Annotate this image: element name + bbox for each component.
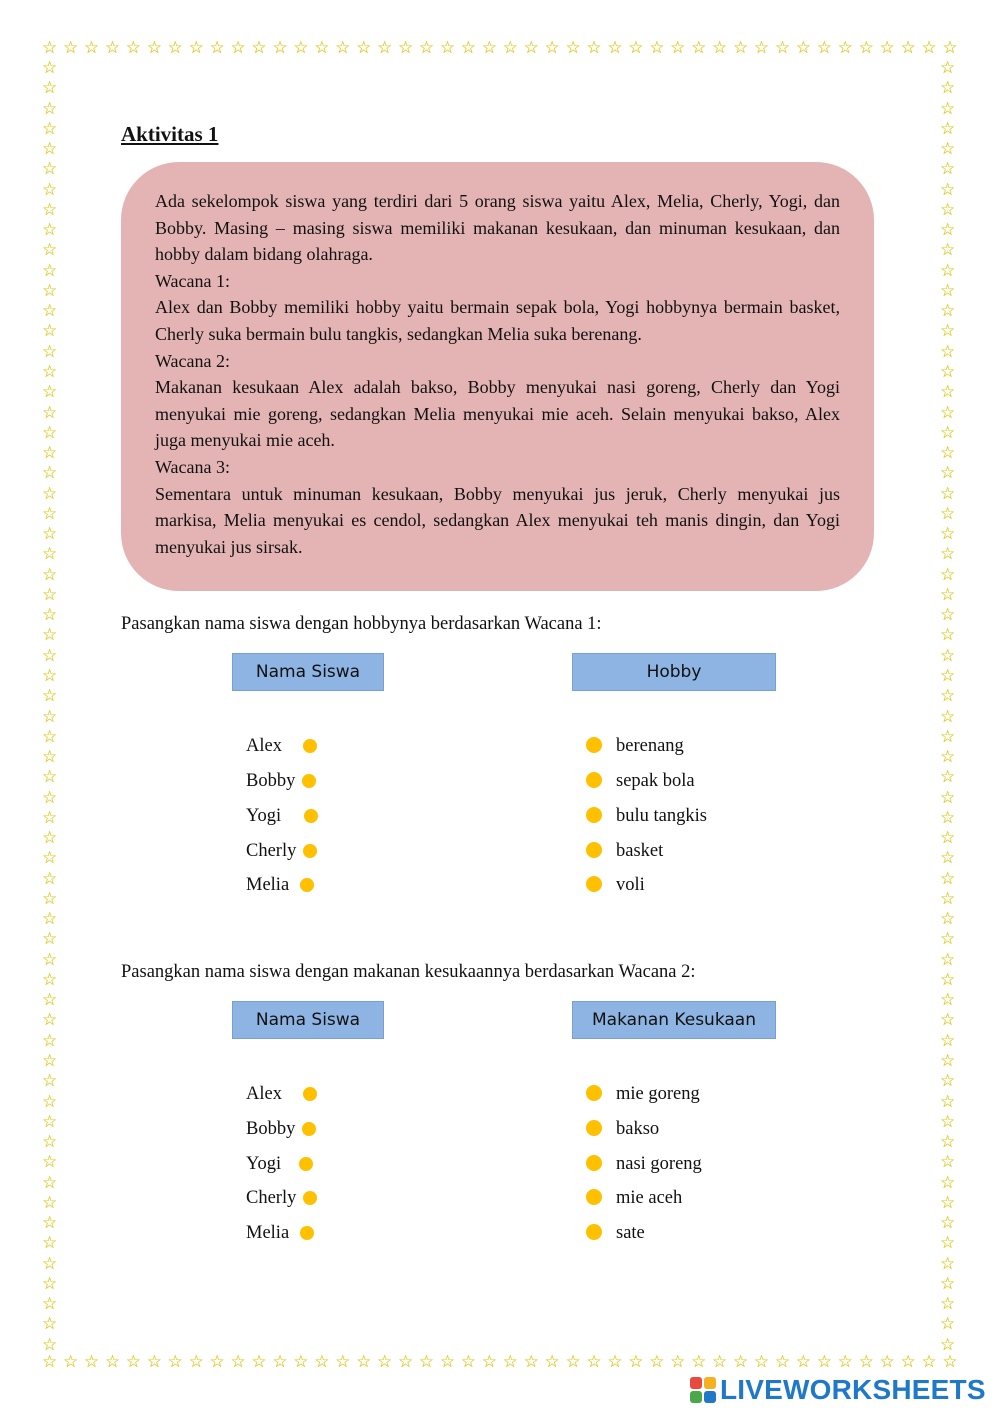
exercise-1-option-dot-bulu-tangkis[interactable] [586,807,602,823]
star-icon: ☆ [42,969,58,990]
star-icon: ☆ [42,1111,58,1132]
star-icon: ☆ [837,38,853,58]
star-icon: ☆ [377,1352,393,1372]
star-icon: ☆ [42,706,58,727]
star-icon: ☆ [42,1010,58,1031]
star-icon: ☆ [42,220,58,241]
star-icon: ☆ [940,260,956,281]
star-icon: ☆ [42,422,58,443]
star-icon: ☆ [42,828,58,849]
star-icon: ☆ [42,929,58,950]
star-icon: ☆ [879,38,895,58]
star-icon: ☆ [42,1294,58,1315]
exercise-2-names-header: Nama Siswa [232,1001,384,1039]
star-icon: ☆ [712,1352,728,1372]
star-icon: ☆ [940,524,956,545]
star-icon: ☆ [42,240,58,261]
star-icon: ☆ [42,665,58,686]
star-icon: ☆ [42,78,58,99]
star-icon: ☆ [42,382,58,403]
star-icon: ☆ [418,38,435,58]
star-icon: ☆ [167,1352,183,1372]
star-icon: ☆ [209,1352,225,1372]
star-icon: ☆ [42,605,58,626]
star-icon: ☆ [649,1352,665,1372]
star-icon: ☆ [42,1030,58,1051]
exercise-2-name-dot-melia[interactable] [300,1226,314,1240]
star-icon: ☆ [816,38,832,58]
star-icon: ☆ [940,686,956,707]
star-icon: ☆ [42,1192,58,1213]
story-heading-wacana-2: Wacana 2: [155,350,231,371]
exercise-2-food-header: Makanan Kesukaan [572,1001,776,1039]
star-icon: ☆ [940,605,956,626]
star-icon: ☆ [125,38,141,58]
star-icon: ☆ [42,949,58,970]
exercise-1-name-dot-cherly[interactable] [303,844,317,858]
star-icon: ☆ [42,990,58,1011]
star-icon: ☆ [753,38,770,58]
exercise-2-option-sate: sate [616,1223,645,1243]
star-icon: ☆ [42,38,58,58]
star-icon: ☆ [42,159,58,180]
star-icon: ☆ [209,38,225,58]
star-icon: ☆ [732,1352,749,1372]
star-icon: ☆ [83,1352,100,1372]
star-icon: ☆ [42,503,58,524]
star-icon: ☆ [565,1352,581,1372]
star-icon: ☆ [146,38,162,58]
exercise-2-option-dot-nasi-goreng[interactable] [586,1155,602,1171]
star-icon: ☆ [628,38,644,58]
star-icon: ☆ [858,1352,874,1372]
star-icon: ☆ [940,767,956,788]
star-icon: ☆ [523,1352,539,1372]
star-icon: ☆ [940,98,956,119]
star-icon: ☆ [837,1352,853,1372]
star-icon: ☆ [42,1172,58,1193]
star-icon: ☆ [940,1253,956,1274]
star-icon: ☆ [940,1152,956,1173]
star-icon: ☆ [42,909,58,930]
star-icon: ☆ [940,1091,956,1112]
exercise-1-name-cherly: Cherly [246,841,297,861]
star-icon: ☆ [356,1352,372,1372]
star-border-right [940,60,958,1354]
star-icon: ☆ [795,38,811,58]
star-icon: ☆ [940,868,956,889]
exercise-1-name-dot-bobby[interactable] [302,774,316,788]
exercise-2-name-melia: Melia [246,1223,290,1243]
story-heading-wacana-1: Wacana 1: [155,270,231,291]
star-icon: ☆ [586,38,602,58]
star-icon: ☆ [940,402,956,423]
star-icon: ☆ [940,909,956,930]
story-wacana-1: Alex dan Bobby memiliki hobby yaitu bermain sepak bola, Yogi hobbynya bermain basket, Cherly suka bermain bulu tangkis, sedangkan Melia suka berenang. [155,297,840,344]
exercise-2-option-dot-mie-goreng[interactable] [586,1085,602,1101]
star-icon: ☆ [42,443,58,464]
exercise-1-option-voli: voli [616,875,645,895]
star-icon: ☆ [940,179,956,200]
star-icon: ☆ [940,301,956,322]
star-icon: ☆ [418,1352,435,1372]
exercise-2-name-dot-cherly[interactable] [303,1191,317,1205]
star-icon: ☆ [42,1233,58,1254]
star-icon: ☆ [314,1352,330,1372]
star-icon: ☆ [42,686,58,707]
star-icon: ☆ [377,38,393,58]
star-icon: ☆ [940,503,956,524]
star-icon: ☆ [42,199,58,220]
star-icon: ☆ [502,1352,518,1372]
star-icon: ☆ [753,1352,770,1372]
star-icon: ☆ [565,38,581,58]
exercise-1-name-melia: Melia [246,875,290,895]
star-icon: ☆ [940,544,956,565]
star-icon: ☆ [940,807,956,828]
star-icon: ☆ [42,888,58,909]
star-icon: ☆ [586,1352,602,1372]
exercise-1-option-bulu-tangkis: bulu tangkis [616,806,707,826]
star-icon: ☆ [940,848,956,869]
star-icon: ☆ [607,1352,623,1372]
star-icon: ☆ [42,767,58,788]
star-icon: ☆ [940,1233,956,1254]
star-icon: ☆ [62,1352,79,1372]
star-icon: ☆ [167,38,183,58]
star-icon: ☆ [940,1172,956,1193]
story-box [121,162,874,591]
star-icon: ☆ [42,1132,58,1153]
star-icon: ☆ [795,1352,811,1372]
star-icon: ☆ [146,1352,162,1372]
star-icon: ☆ [691,38,707,58]
star-icon: ☆ [940,564,956,585]
star-icon: ☆ [940,1030,956,1051]
star-icon: ☆ [502,38,518,58]
exercise-1-option-dot-berenang[interactable] [586,737,602,753]
star-icon: ☆ [42,726,58,747]
star-icon: ☆ [940,341,956,362]
star-icon: ☆ [940,828,956,849]
exercise-1-option-berenang: berenang [616,736,684,756]
star-icon: ☆ [42,58,58,78]
liveworksheets-logo-text: LIVEWORKSHEETS [720,1374,986,1405]
star-icon: ☆ [42,280,58,301]
star-icon: ☆ [230,38,246,58]
star-icon: ☆ [649,38,665,58]
star-icon: ☆ [42,463,58,484]
exercise-2-name-yogi: Yogi [246,1154,282,1174]
story-wacana-2: Makanan kesukaan Alex adalah bakso, Bobby menyukai nasi goreng, Cherly dan Yogi menyukai mie goreng, sedangkan Melia menyukai mie aceh. Selain menyukai bakso, Alex juga menyukai mie aceh. [155,377,840,451]
exercise-2-name-dot-alex[interactable] [303,1087,317,1101]
star-icon: ☆ [940,706,956,727]
star-icon: ☆ [293,1352,309,1372]
star-icon: ☆ [670,38,686,58]
exercise-1-option-sepak-bola: sepak bola [616,771,695,791]
star-icon: ☆ [460,1352,476,1372]
star-icon: ☆ [940,1334,956,1355]
star-icon: ☆ [940,139,956,160]
star-icon: ☆ [940,1132,956,1153]
star-icon: ☆ [42,1213,58,1234]
exercise-2-option-mie-goreng: mie goreng [616,1084,700,1104]
star-icon: ☆ [251,38,267,58]
star-icon: ☆ [940,1071,956,1092]
star-icon: ☆ [940,949,956,970]
star-icon: ☆ [460,38,476,58]
exercise-2-option-nasi-goreng: nasi goreng [616,1154,702,1174]
star-icon: ☆ [940,1213,956,1234]
star-icon: ☆ [314,38,330,58]
star-icon: ☆ [42,321,58,342]
exercise-1-name-dot-melia[interactable] [300,878,314,892]
star-icon: ☆ [544,38,560,58]
star-icon: ☆ [940,240,956,261]
star-icon: ☆ [356,38,372,58]
star-icon: ☆ [230,1352,246,1372]
exercise-2-option-mie-aceh: mie aceh [616,1188,683,1208]
star-icon: ☆ [900,38,916,58]
star-icon: ☆ [921,1352,937,1372]
exercise-1-option-dot-sepak-bola[interactable] [586,772,602,788]
star-icon: ☆ [439,38,456,58]
exercise-1-option-basket: basket [616,841,664,861]
exercise-1-names-header: Nama Siswa [232,653,384,691]
exercise-1-name-yogi: Yogi [246,806,282,826]
star-icon: ☆ [42,1091,58,1112]
star-icon: ☆ [42,483,58,504]
star-icon: ☆ [732,38,749,58]
star-border-left [42,60,60,1354]
exercise-2-name-dot-bobby[interactable] [302,1122,316,1136]
star-icon: ☆ [188,1352,204,1372]
star-icon: ☆ [858,38,874,58]
star-icon: ☆ [42,1314,58,1335]
star-icon: ☆ [42,544,58,565]
exercise-1-hobby-header: Hobby [572,653,776,691]
exercise-2-option-dot-mie-aceh[interactable] [586,1189,602,1205]
exercise-1-option-dot-voli[interactable] [586,876,602,892]
star-icon: ☆ [940,888,956,909]
star-icon: ☆ [42,584,58,605]
star-icon: ☆ [42,361,58,382]
star-icon: ☆ [42,1352,58,1372]
star-icon: ☆ [42,118,58,139]
star-icon: ☆ [940,990,956,1011]
story-heading-wacana-3: Wacana 3: [155,456,231,477]
star-border-top [42,40,958,60]
star-border-bottom [42,1354,958,1374]
exercise-1-option-dot-basket[interactable] [586,842,602,858]
star-icon: ☆ [816,1352,832,1372]
star-icon: ☆ [940,969,956,990]
exercise-2-name-dot-yogi[interactable] [299,1157,313,1171]
star-icon: ☆ [774,1352,791,1372]
star-icon: ☆ [544,1352,560,1372]
star-icon: ☆ [940,280,956,301]
star-icon: ☆ [940,1314,956,1335]
star-icon: ☆ [940,584,956,605]
star-icon: ☆ [942,38,958,58]
star-icon: ☆ [83,38,100,58]
star-icon: ☆ [940,118,956,139]
star-icon: ☆ [42,848,58,869]
star-icon: ☆ [940,665,956,686]
star-icon: ☆ [42,564,58,585]
star-icon: ☆ [42,1273,58,1294]
star-icon: ☆ [42,98,58,119]
star-icon: ☆ [42,1253,58,1274]
star-icon: ☆ [940,443,956,464]
exercise-1-name-dot-yogi[interactable] [304,809,318,823]
star-icon: ☆ [940,1294,956,1315]
star-icon: ☆ [42,402,58,423]
exercise-2-name-bobby: Bobby [246,1119,296,1139]
exercise-2-name-cherly: Cherly [246,1188,297,1208]
exercise-2-option-dot-bakso[interactable] [586,1120,602,1136]
star-icon: ☆ [293,38,309,58]
star-icon: ☆ [335,1352,351,1372]
star-icon: ☆ [42,301,58,322]
star-icon: ☆ [42,868,58,889]
star-icon: ☆ [940,645,956,666]
star-icon: ☆ [940,1273,956,1294]
star-icon: ☆ [940,159,956,180]
star-icon: ☆ [940,1111,956,1132]
star-icon: ☆ [691,1352,707,1372]
star-icon: ☆ [940,78,956,99]
star-icon: ☆ [940,787,956,808]
star-icon: ☆ [900,1352,916,1372]
exercise-1-name-bobby: Bobby [246,771,296,791]
star-icon: ☆ [42,260,58,281]
star-icon: ☆ [42,625,58,646]
star-icon: ☆ [104,38,121,58]
star-icon: ☆ [272,38,288,58]
star-icon: ☆ [42,341,58,362]
star-icon: ☆ [397,38,414,58]
star-icon: ☆ [42,1051,58,1072]
star-icon: ☆ [940,382,956,403]
star-icon: ☆ [481,38,497,58]
star-icon: ☆ [940,199,956,220]
star-icon: ☆ [42,807,58,828]
star-icon: ☆ [940,220,956,241]
star-icon: ☆ [439,1352,456,1372]
story-wacana-3: Sementara untuk minuman kesukaan, Bobby menyukai jus jeruk, Cherly menyukai jus markisa, Melia menyukai es cendol, sedangkan Alex menyukai teh manis dingin, dan Yogi menyukai jus sirsak. [155,483,840,557]
exercise-1-name-dot-alex[interactable] [303,739,317,753]
star-icon: ☆ [42,747,58,768]
star-icon: ☆ [42,1334,58,1355]
liveworksheets-logo[interactable] [690,1374,986,1406]
exercise-2-option-bakso: bakso [616,1119,660,1139]
star-icon: ☆ [272,1352,288,1372]
star-icon: ☆ [940,1192,956,1213]
star-icon: ☆ [42,787,58,808]
exercise-1-name-alex: Alex [246,736,282,756]
star-icon: ☆ [42,139,58,160]
star-icon: ☆ [940,422,956,443]
star-icon: ☆ [42,179,58,200]
star-icon: ☆ [628,1352,644,1372]
activity-title: Aktivitas 1 [121,122,219,146]
star-icon: ☆ [481,1352,497,1372]
star-icon: ☆ [335,38,351,58]
exercise-1-instruction: Pasangkan nama siswa dengan hobbynya berdasarkan Wacana 1: [121,614,602,634]
star-icon: ☆ [42,524,58,545]
star-icon: ☆ [940,483,956,504]
star-icon: ☆ [940,361,956,382]
star-icon: ☆ [940,1010,956,1031]
star-icon: ☆ [942,1352,958,1372]
star-icon: ☆ [670,1352,686,1372]
star-icon: ☆ [940,929,956,950]
exercise-2-name-alex: Alex [246,1084,282,1104]
star-icon: ☆ [940,1051,956,1072]
star-icon: ☆ [42,1152,58,1173]
exercise-2-instruction: Pasangkan nama siswa dengan makanan kesukaannya berdasarkan Wacana 2: [121,962,696,982]
star-icon: ☆ [42,1071,58,1092]
star-icon: ☆ [104,1352,121,1372]
star-icon: ☆ [62,38,79,58]
star-icon: ☆ [712,38,728,58]
star-icon: ☆ [921,38,937,58]
star-icon: ☆ [774,38,791,58]
star-icon: ☆ [940,747,956,768]
star-icon: ☆ [940,726,956,747]
star-icon: ☆ [251,1352,267,1372]
star-icon: ☆ [125,1352,141,1372]
star-icon: ☆ [940,625,956,646]
star-icon: ☆ [397,1352,414,1372]
star-icon: ☆ [188,38,204,58]
star-icon: ☆ [42,645,58,666]
story-intro: Ada sekelompok siswa yang terdiri dari 5 orang siswa yaitu Alex, Melia, Cherly, Yogi, dan Bobby. Masing – masing siswa memiliki makanan kesukaan, dan minuman kesukaan, dan hobby dalam bidang olahraga. [155,191,840,265]
star-icon: ☆ [607,38,623,58]
star-icon: ☆ [940,321,956,342]
liveworksheets-logo-icon [690,1377,716,1403]
star-icon: ☆ [879,1352,895,1372]
star-icon: ☆ [940,463,956,484]
exercise-2-option-dot-sate[interactable] [586,1224,602,1240]
star-icon: ☆ [523,38,539,58]
star-icon: ☆ [940,58,956,78]
